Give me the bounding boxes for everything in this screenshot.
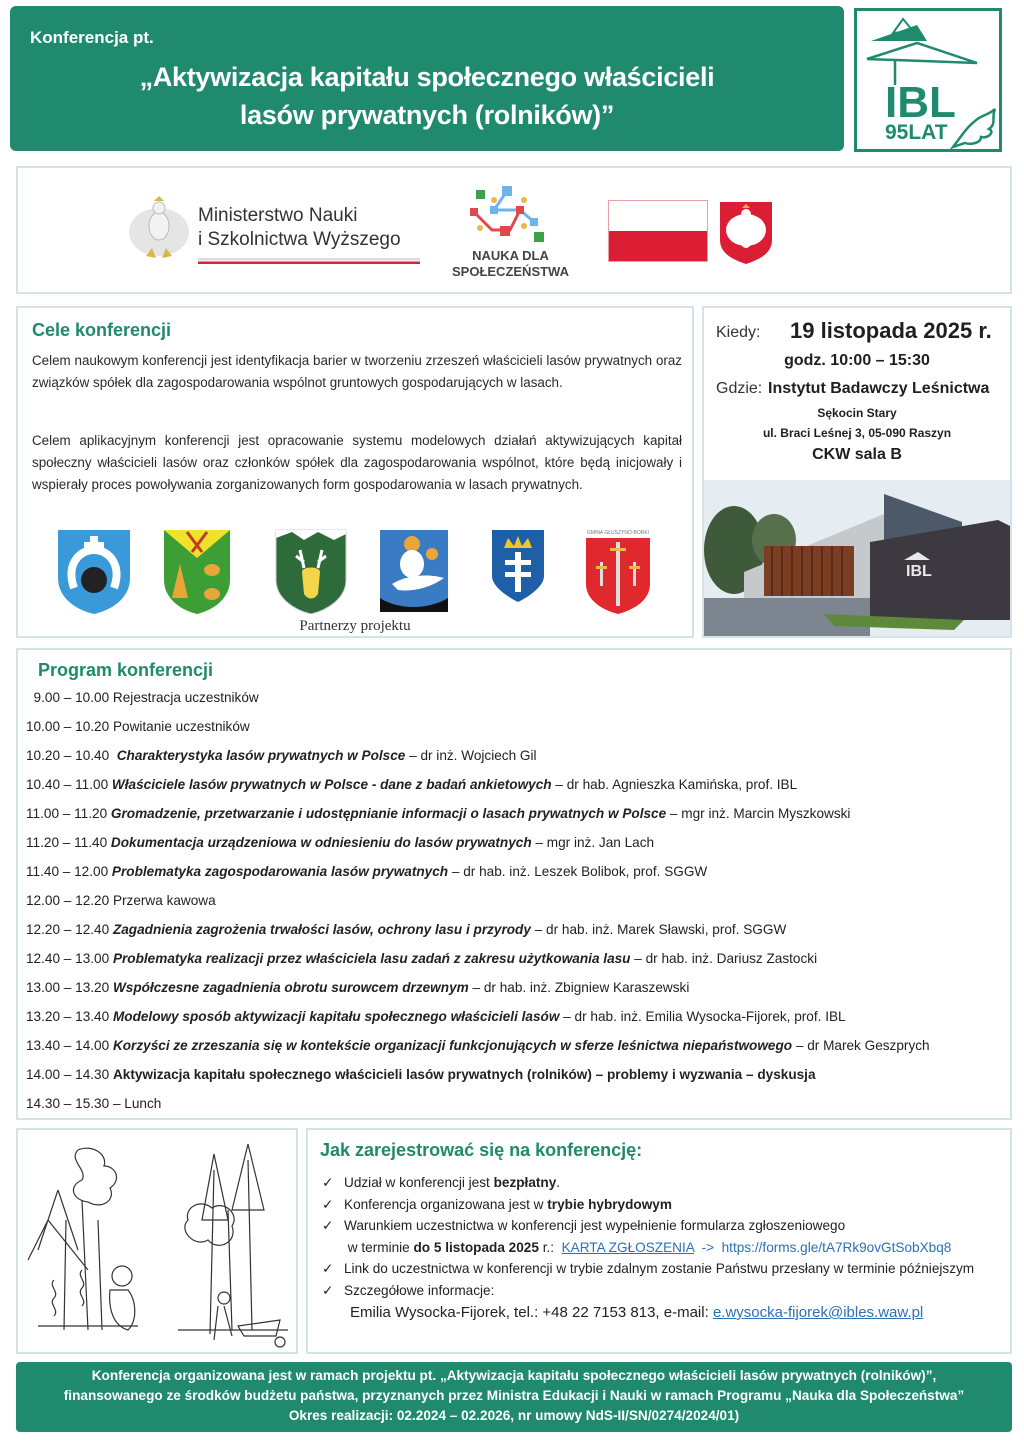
program-name bbox=[438, 248, 583, 280]
item-text: Link do uczestnictwa w konferencji w trybie zdalnym zostanie Państwu przesłany w terminie późniejszym bbox=[344, 1261, 975, 1276]
arrow-text: -> bbox=[694, 1239, 722, 1255]
goals-panel bbox=[16, 306, 694, 638]
item-text: Szczegółowe informacje: bbox=[344, 1282, 495, 1298]
program-speaker: – dr hab. inż. Emilia Wysocka-Fijorek, prof. IBL bbox=[559, 1009, 846, 1024]
program-item bbox=[26, 949, 1002, 978]
event-date: 19 listopada 2025 r. bbox=[790, 318, 992, 343]
form-url-link[interactable]: https://forms.gle/tA7Rk9ovGtSobXbq8 bbox=[721, 1239, 952, 1255]
crest-blue-crown-cross-icon bbox=[490, 528, 546, 602]
program-topic: Przerwa kawowa bbox=[112, 893, 216, 908]
program-item bbox=[26, 688, 1002, 717]
item-bold-text: trybie hybrydowym bbox=[547, 1196, 672, 1212]
item-text: Warunkiem uczestnictwa w konferencji jest wypełnienie formularza zgłoszeniowego bbox=[344, 1218, 846, 1233]
program-speaker: – dr hab. Agnieszka Kamińska, prof. IBL bbox=[551, 777, 798, 792]
contact-text: Emilia Wysocka-Fijorek, tel.: +48 22 7153 813, e-mail: bbox=[350, 1304, 713, 1321]
program-topic: Korzyści ze zrzeszania się w kontekście organizacji funkcjonujących w sferze leśnictwa niepaństwowego bbox=[112, 1038, 793, 1053]
title-line-1: „Aktywizacja kapitału społecznego właścicieli bbox=[139, 62, 715, 92]
program-item bbox=[26, 775, 1002, 804]
program-line-2: SPOŁECZEŃSTWA bbox=[451, 264, 569, 279]
program-speaker: – dr hab. inż. Dariusz Zastocki bbox=[630, 951, 818, 966]
program-item bbox=[26, 1036, 1002, 1065]
program-speaker: – mgr inż. Marcin Myszkowski bbox=[666, 806, 851, 821]
ibl-tree-roof-icon bbox=[857, 11, 999, 149]
partners-caption: Partnerzy projektu bbox=[299, 618, 411, 634]
program-item bbox=[26, 746, 1002, 775]
ministry-flag-stripe bbox=[198, 258, 420, 264]
svg-text:IBL: IBL bbox=[885, 78, 956, 127]
program-time: 10.00 – 10.20 bbox=[26, 719, 113, 734]
forest-sketch-illustration bbox=[16, 1128, 298, 1354]
ministry-line-2: i Szkolnictwa Wyższego bbox=[198, 229, 401, 250]
program-topic: Współczesne zagadnienia obrotu surowcem drzewnym bbox=[112, 980, 469, 995]
item-text: . bbox=[556, 1175, 561, 1190]
program-time: 10.20 – 10.40 bbox=[26, 748, 117, 763]
partner-crests bbox=[54, 528, 674, 618]
program-item bbox=[26, 717, 1002, 746]
registration-item-form bbox=[322, 1215, 992, 1258]
ministry-line-1: Ministerstwo Nauki bbox=[198, 205, 358, 226]
venue-address: ul. Braci Leśnej 3, 05-090 Raszyn bbox=[762, 426, 952, 440]
registration-item-details bbox=[322, 1280, 992, 1326]
registration-item-remote-link bbox=[322, 1258, 992, 1280]
program-item bbox=[26, 1007, 1002, 1036]
venue-name: Instytut Badawczy Leśnictwa bbox=[768, 380, 990, 397]
eagle-shield-icon bbox=[718, 200, 774, 264]
program-panel bbox=[16, 648, 1012, 1120]
check-icon: ✓ bbox=[322, 1218, 334, 1233]
program-time: 11.40 – 12.00 bbox=[26, 864, 112, 879]
program-time: 12.40 – 13.00 bbox=[26, 951, 113, 966]
check-icon: ✓ bbox=[322, 1196, 334, 1212]
title-banner bbox=[10, 6, 844, 151]
deadline-date: do 5 listopada 2025 bbox=[413, 1239, 539, 1255]
network-nodes-icon bbox=[438, 186, 583, 246]
check-icon: ✓ bbox=[322, 1261, 334, 1276]
crest-blue-saint-icon bbox=[378, 528, 450, 614]
program-topic: Modelowy sposób aktywizacji kapitału społecznego właścicieli lasów bbox=[112, 1009, 560, 1024]
item-text: Konferencja organizowana jest w bbox=[344, 1196, 548, 1212]
venue-city: Sękocin Stary bbox=[817, 406, 897, 420]
goals-heading: Cele konferencji bbox=[32, 320, 172, 340]
trees-sketch-image bbox=[18, 1130, 296, 1352]
program-topic: Problematyka realizacji przez właściciela lasu zadań z zakresu użytkowania lasu bbox=[112, 951, 631, 966]
venue-room: CKW sala B bbox=[812, 446, 902, 463]
program-speaker: – dr hab. inż. Zbigniew Karaszewski bbox=[468, 980, 690, 995]
svg-text:95LAT: 95LAT bbox=[885, 121, 948, 144]
program-list bbox=[26, 688, 1002, 1123]
registration-item-free bbox=[322, 1172, 992, 1194]
goals-paragraph-2: Celem aplikacyjnym konferencji jest opracowanie systemu modelowych działań aktywizujących kapitał społeczny właścicieli lasów oraz członków spółek dla zagospodarowania wspólnot, które będą inicjowały i wspierały proces powoływania zorganizowanych form gospodarowania w lasach prywatnych. bbox=[32, 433, 682, 492]
program-topic: Dokumentacja urządzeniowa w odniesieniu do lasów prywatnych bbox=[110, 835, 532, 850]
nauka-dla-spoleczenstwa-logo bbox=[438, 186, 583, 279]
program-time: 11.00 – 11.20 bbox=[26, 806, 111, 821]
registration-form-link[interactable]: KARTA ZGŁOSZENIA bbox=[561, 1239, 695, 1255]
program-item bbox=[26, 804, 1002, 833]
program-time: 9.00 – 10.00 bbox=[26, 690, 113, 705]
program-topic: Właściciele lasów prywatnych w Polsce - dane z badań ankietowych bbox=[111, 777, 552, 792]
program-item bbox=[26, 891, 1002, 920]
contact-info bbox=[344, 1301, 992, 1325]
program-time: 11.20 – 11.40 bbox=[26, 835, 111, 850]
program-speaker: – dr inż. Wojciech Gil bbox=[405, 748, 537, 763]
program-topic: Rejestracja uczestników bbox=[112, 690, 259, 705]
program-item bbox=[26, 978, 1002, 1007]
ibl-95-logo bbox=[854, 8, 1002, 152]
item-bold-text: bezpłatny bbox=[493, 1175, 557, 1190]
program-time: 10.40 – 11.00 bbox=[26, 777, 112, 792]
item-text: w terminie bbox=[347, 1239, 414, 1255]
ministry-name bbox=[198, 204, 428, 252]
title-line-2: lasów prywatnych (rolników)” bbox=[239, 100, 615, 130]
event-info-panel bbox=[702, 306, 1012, 638]
registration-panel bbox=[306, 1128, 1012, 1354]
when-label: Kiedy: bbox=[716, 324, 761, 341]
program-speaker: – mgr inż. Jan Lach bbox=[531, 835, 655, 850]
registration-list bbox=[322, 1172, 992, 1325]
footer-line-1: Konferencja organizowana jest w ramach projektu pt. „Aktywizacja kapitału społecznego właścicieli lasów prywatnych (rolników)”, bbox=[91, 1368, 937, 1383]
event-hours: godz. 10:00 – 15:30 bbox=[784, 352, 930, 369]
program-item bbox=[26, 1065, 1002, 1094]
program-line-1: NAUKA DLA bbox=[472, 248, 549, 263]
svg-text:IBL: IBL bbox=[906, 563, 932, 580]
registration-item-hybrid bbox=[322, 1194, 992, 1216]
program-time: 13.40 – 14.00 bbox=[26, 1038, 113, 1053]
check-icon: ✓ bbox=[322, 1175, 334, 1190]
program-topic: – Lunch bbox=[112, 1096, 162, 1111]
check-icon: ✓ bbox=[322, 1282, 334, 1298]
polish-flag bbox=[608, 200, 708, 262]
program-speaker: – dr hab. inż. Marek Sławski, prof. SGGW bbox=[530, 922, 787, 937]
program-heading: Program konferencji bbox=[38, 660, 214, 680]
white-eagle-icon bbox=[126, 196, 192, 266]
program-time: 13.20 – 13.40 bbox=[26, 1009, 113, 1024]
where-label: Gdzie: bbox=[716, 380, 763, 397]
flag-white-stripe bbox=[609, 201, 707, 231]
program-item bbox=[26, 920, 1002, 949]
program-item bbox=[26, 833, 1002, 862]
program-topic: Gromadzenie, przetwarzanie i udostępnianie informacji o lasach prywatnych w Polsce bbox=[110, 806, 667, 821]
item-text: r.: bbox=[538, 1239, 562, 1255]
polish-emblem bbox=[718, 200, 774, 264]
ministry-logo bbox=[126, 196, 401, 271]
footer-line-2: finansowanego ze środków budżetu państwa, przyznanych przez Ministra Edukacji i Nauki w ramach Programu „Nauka dla Społeczeństwa” bbox=[63, 1388, 965, 1403]
crest-green-deer-icon bbox=[274, 528, 348, 614]
footer-line-3: Okres realizacji: 02.2024 – 02.2026, nr umowy NdS-II/SN/0274/2024/01) bbox=[288, 1408, 740, 1423]
crest-green-tree-mushroom-icon bbox=[162, 528, 232, 614]
program-topic: Aktywizacja kapitału społecznego właścicieli lasów prywatnych (rolników) – problemy i wyzwania – dyskusja bbox=[112, 1067, 816, 1082]
sponsor-logos-panel bbox=[16, 166, 1012, 294]
program-topic: Powitanie uczestników bbox=[112, 719, 250, 734]
ibl-building-photo bbox=[704, 480, 1010, 636]
svg-text:GMINA GŁUSZYNO-BORKI: GMINA GŁUSZYNO-BORKI bbox=[586, 530, 650, 536]
program-time: 12.00 – 12.20 bbox=[26, 893, 113, 908]
registration-heading: Jak zarejestrować się na konferencję: bbox=[320, 1140, 643, 1160]
venue-building-photo bbox=[704, 480, 1010, 636]
program-time: 13.00 – 13.20 bbox=[26, 980, 113, 995]
program-topic: Zagadnienia zagrożenia trwałości lasów, ochrony lasu i przyrody bbox=[112, 922, 531, 937]
pre-title: Konferencja pt. bbox=[30, 28, 154, 47]
goals-paragraph-1: Celem naukowym konferencji jest identyfikacja barier w tworzeniu zrzeszeń właścicieli lasów prywatnych oraz związków spółek dla zagospodarowania wspólnot gruntowych gospodarujących w lasach. bbox=[32, 353, 682, 390]
program-speaker: – dr Marek Geszprych bbox=[792, 1038, 930, 1053]
contact-email-link[interactable]: e.wysocka-fijorek@ibles.waw.pl bbox=[712, 1304, 924, 1321]
program-item bbox=[26, 1094, 1002, 1123]
program-item bbox=[26, 862, 1002, 891]
program-time: 12.20 – 12.40 bbox=[26, 922, 113, 937]
program-topic: Charakterystyka lasów prywatnych w Polsce bbox=[116, 748, 406, 763]
crest-blue-horseshoe-icon bbox=[56, 528, 132, 614]
program-topic: Problematyka zagospodarowania lasów prywatnych bbox=[111, 864, 449, 879]
flag-red-stripe bbox=[609, 231, 707, 261]
crest-red-swords-icon bbox=[584, 528, 652, 614]
item-text: Udział w konferencji jest bbox=[344, 1175, 494, 1190]
conference-title bbox=[10, 58, 844, 134]
program-time: 14.00 – 14.30 bbox=[26, 1067, 113, 1082]
program-time: 14.30 – 15.30 bbox=[26, 1096, 113, 1111]
program-speaker: – dr hab. inż. Leszek Bolibok, prof. SGGW bbox=[448, 864, 708, 879]
funding-footer bbox=[16, 1362, 1012, 1432]
